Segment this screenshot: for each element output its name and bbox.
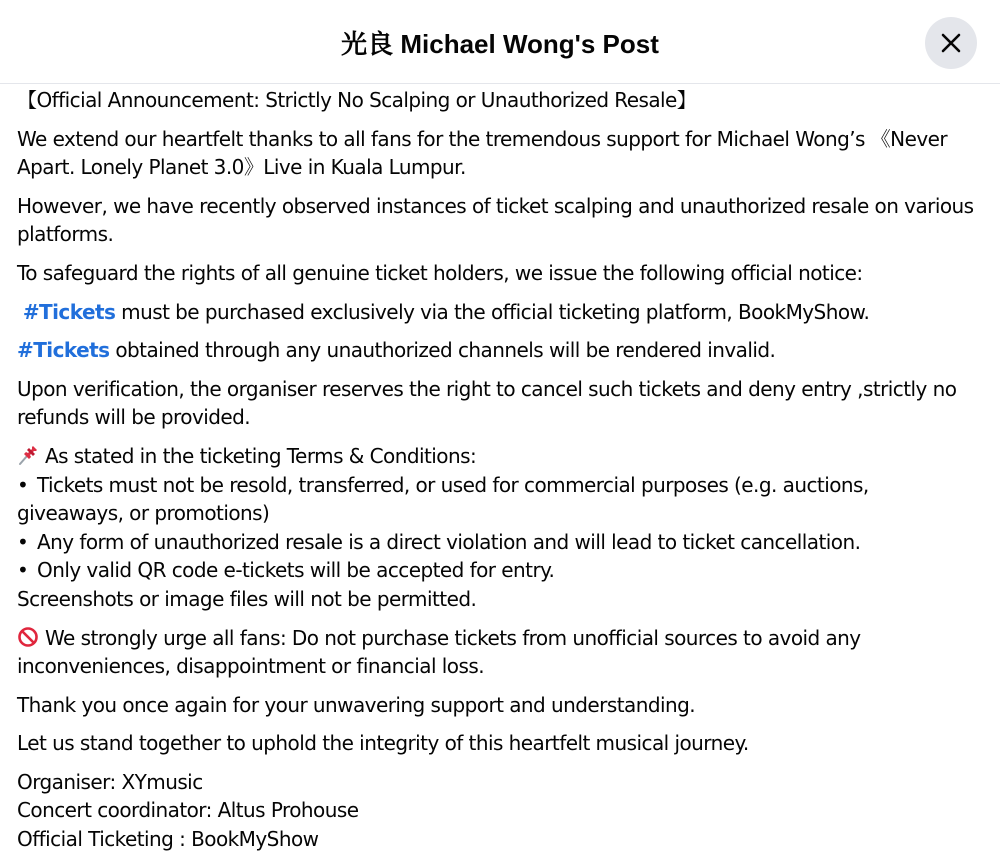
post-paragraph-thanks-fans: We extend our heartfelt thanks to all fans for the tremendous support for Michael Wong’s 《Never Apart. Lonely Planet 3.0》Live in Kuala Lumpur. bbox=[17, 126, 948, 180]
terms-section bbox=[17, 442, 977, 614]
terms-bullet-3 bbox=[17, 556, 977, 585]
terms-bullet-1 bbox=[17, 471, 977, 528]
hashtag-link[interactable]: #Tickets bbox=[17, 338, 110, 363]
warning-text: We strongly urge all fans: Do not purchase tickets from unofficial sources to avoid any inconveniences, disappointment or financial loss. bbox=[17, 625, 861, 679]
bullet-text: Any form of unauthorized resale is a direct violation and will lead to ticket cancellation. bbox=[37, 529, 861, 554]
close-button[interactable] bbox=[925, 17, 977, 69]
dialog-title: 光良 Michael Wong's Post bbox=[341, 29, 659, 59]
credit-organiser: Organiser: XYmusic bbox=[17, 769, 203, 794]
dialog-header bbox=[0, 0, 1000, 84]
terms-after-note: Screenshots or image files will not be permitted. bbox=[17, 586, 477, 611]
post-paragraph-scalping-observed: However, we have recently observed instances of ticket scalping and unauthorized resale on various platforms. bbox=[17, 193, 974, 247]
prohibited-icon bbox=[17, 626, 39, 648]
warning-paragraph bbox=[17, 624, 977, 681]
post-paragraph-safeguard: To safeguard the rights of all genuine ticket holders, we issue the following official notice: bbox=[17, 260, 863, 285]
bullet-text: Tickets must not be resold, transferred, or used for commercial purposes (e.g. auctions, giveaways, or promotions) bbox=[17, 472, 869, 526]
post-body bbox=[17, 86, 977, 864]
paragraph-text: must be purchased exclusively via the official ticketing platform, BookMyShow. bbox=[115, 299, 870, 324]
hashtag-link[interactable]: #Tickets bbox=[22, 299, 116, 324]
terms-heading-line bbox=[17, 442, 977, 471]
post-paragraph-purchase-official bbox=[17, 298, 977, 327]
announcement-title: 【Official Announcement: Strictly No Scalping or Unauthorized Resale】 bbox=[17, 88, 697, 112]
bullet-text: Only valid QR code e-tickets will be accepted for entry. bbox=[37, 558, 555, 583]
credits-section bbox=[17, 768, 977, 854]
post-paragraph-invalid-tickets bbox=[17, 336, 977, 365]
post-paragraph-thank-you: Thank you once again for your unwavering support and understanding. bbox=[17, 692, 696, 717]
post-paragraph-stand-together: Let us stand together to uphold the integrity of this heartfelt musical journey. bbox=[17, 731, 749, 756]
credit-coordinator: Concert coordinator: Altus Prohouse bbox=[17, 798, 359, 823]
terms-heading: As stated in the ticketing Terms & Conditions: bbox=[45, 443, 477, 468]
post-paragraph-verification: Upon verification, the organiser reserves the right to cancel such tickets and deny entry ,strictly no refunds will be provided. bbox=[17, 376, 957, 430]
pushpin-icon bbox=[17, 444, 39, 466]
close-icon bbox=[939, 31, 963, 55]
terms-bullet-2 bbox=[17, 528, 977, 557]
paragraph-text: obtained through any unauthorized channels will be rendered invalid. bbox=[109, 338, 776, 363]
bullet-symbol: • bbox=[17, 558, 29, 583]
bullet-symbol: • bbox=[17, 472, 29, 497]
credit-ticketing: Official Ticketing : BookMyShow bbox=[17, 827, 319, 852]
bullet-symbol: • bbox=[17, 529, 29, 554]
